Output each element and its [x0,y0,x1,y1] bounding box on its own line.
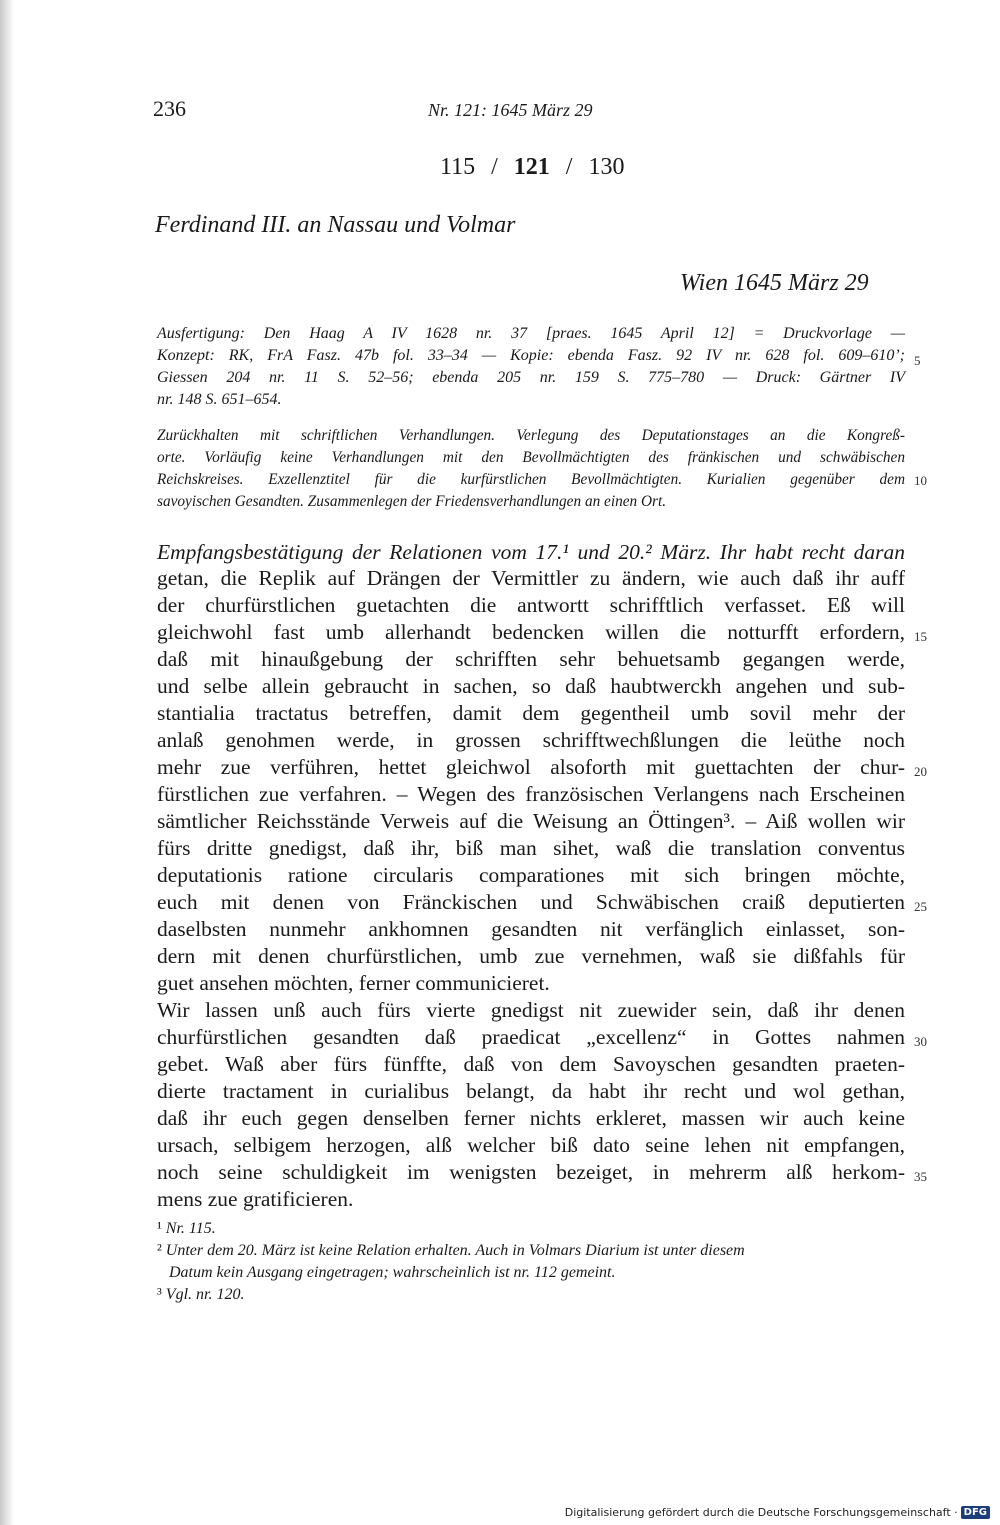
footnote-number: ² [157,1242,162,1259]
crossref-current: 121 [513,154,550,180]
line-number: 5 [914,353,921,368]
body-line: sämtlicher Reichsstände Verweis auf die Weisung an Öttingen³. – Aiß wollen wir [157,809,905,833]
source-line: Ausfertigung: Den Haag A IV 1628 nr. 37 [praes. 1645 April 12] = Druckvorlage — [157,325,905,342]
crossref-separator: / [565,154,573,180]
body-line: gleichwohl fast umb allerhandt bedencken willen die notturfft erfordern, [157,620,905,644]
regest-line: orte. Vorläufig keine Verhandlungen mit den Bevollmächtigten des fränkischen und schwäbischen [157,449,905,466]
regest-line: Reichskreises. Exzellenztitel für die kurfürstlichen Bevollmächtigten. Kurialien gegenüber dem [157,471,905,488]
footnote-number: ³ [157,1286,162,1303]
body-line: euch mit denen von Fränckischen und Schwäbischen craiß deputierten [157,890,905,914]
line-number: 30 [914,1034,927,1049]
footnote-text: Datum kein Ausgang eingetragen; wahrscheinlich ist nr. 112 gemeint. [169,1264,616,1281]
footnote [157,1242,905,1260]
body-line: und selbe allein gebraucht in sachen, so daß haubtwerckh angehen und sub- [157,674,905,698]
body-line: daß mit hinaußgebung der schrifften sehr behuetsamb gegangen werde, [157,647,905,671]
body-line: getan, die Replik auf Drängen der Vermittler zu ändern, wie auch daß ihr auff [157,566,905,590]
running-title: Nr. 121: 1645 März 29 [428,100,593,120]
footnote [157,1286,905,1304]
document-title: Ferdinand III. an Nassau und Volmar [155,212,516,238]
body-line: deputationis ratione circularis comparationes mit sich bringen möchte, [157,863,905,887]
source-line: Konzept: RK, FrA Fasz. 47b fol. 33–34 — Kopie: ebenda Fasz. 92 IV nr. 628 fol. 609–610’; [157,347,905,364]
body-line: daselbsten nunmehr ankhomnen gesandten nit verfänglich einlasset, son- [157,917,905,941]
footnote-text: Vgl. nr. 120. [165,1286,245,1303]
body-line: stantialia tractatus betreffen, damit dem gegentheil umb sovil mehr der [157,701,905,725]
source-line: Giessen 204 nr. 11 S. 52–56; ebenda 205 nr. 159 S. 775–780 — Druck: Gärtner IV [157,369,905,386]
body-line: dierte tractament in curialibus belangt, da habt ihr recht und wol gethan, [157,1079,905,1103]
regest-line: savoyischen Gesandten. Zusammenlegen der Friedensverhandlungen an einen Ort. [157,493,667,510]
line-number: 25 [914,899,927,914]
body-line: dern mit denen churfürstlichen, umb zue vernehmen, waß sie dißfahls für [157,944,905,968]
regest-line: Zurückhalten mit schriftlichen Verhandlungen. Verlegung des Deputationstages an die Kongreß- [157,427,905,444]
body-line: mens zue gratificieren. [157,1187,354,1211]
source-line: nr. 148 S. 651–654. [157,391,282,408]
footnote [157,1264,917,1282]
dfg-logo[interactable]: DFG [961,1506,990,1519]
body-line: mehr zue verführen, hettet gleichwol alsoforth mit guettachten der chur- [157,755,905,779]
document-crossref [440,154,624,181]
body-line: noch seine schuldigkeit im wenigsten bezeiget, in mehrerm alß herkom- [157,1160,905,1184]
body-line: churfürstlichen gesandten daß praedicat „excellenz“ in Gottes nahmen [157,1025,905,1049]
footnote-number: ¹ [157,1220,162,1237]
body-line: ursach, selbigem herzogen, alß welcher biß dato seine lehen nit empfangen, [157,1133,905,1157]
line-number: 35 [914,1169,927,1184]
body-line: Empfangsbestätigung der Relationen vom 17.¹ und 20.² März. Ihr habt recht daran [157,540,905,564]
body-line: daß ihr euch gegen denselben ferner nichts erkleret, massen wir auch keine [157,1106,905,1130]
footnote-text: Nr. 115. [165,1220,216,1237]
crossref-prev[interactable]: 115 [440,154,476,180]
footnote [157,1220,905,1238]
footnote-text: Unter dem 20. März ist keine Relation erhalten. Auch in Volmars Diarium ist unter diesem [165,1242,745,1259]
body-line: gebet. Waß aber fürs fünffte, daß von dem Savoyschen gesandten praeten- [157,1052,905,1076]
body-line: der churfürstlichen guetachten die antwortt schrifftlich verfasset. Eß will [157,593,905,617]
body-line: anlaß genohmen werde, in grossen schrifftwechßlungen die leüthe noch [157,728,905,752]
crossref-next[interactable]: 130 [588,154,625,180]
page-number: 236 [153,96,186,121]
body-line: guet ansehen möchten, ferner communicieret. [157,971,550,995]
body-line: fürstlichen zue verfahren. – Wegen des französischen Verlangens nach Erscheinen [157,782,905,806]
body-line: fürs dritte gnedigst, daß ihr, biß man sihet, waß die translation conventus [157,836,905,860]
crossref-separator: / [491,154,498,180]
body-line: Wir lassen unß auch fürs vierte gnedigst nit zuewider sein, daß ihr denen [157,998,905,1022]
line-number: 15 [914,629,927,644]
line-number: 10 [914,473,927,488]
page-edge-shadow [0,0,14,1525]
funding-credit-text: Digitalisierung gefördert durch die Deutsche Forschungsgemeinschaft · [564,1506,958,1519]
funding-credit [565,1506,990,1519]
line-number: 20 [914,764,927,779]
dateline: Wien 1645 März 29 [680,270,869,296]
